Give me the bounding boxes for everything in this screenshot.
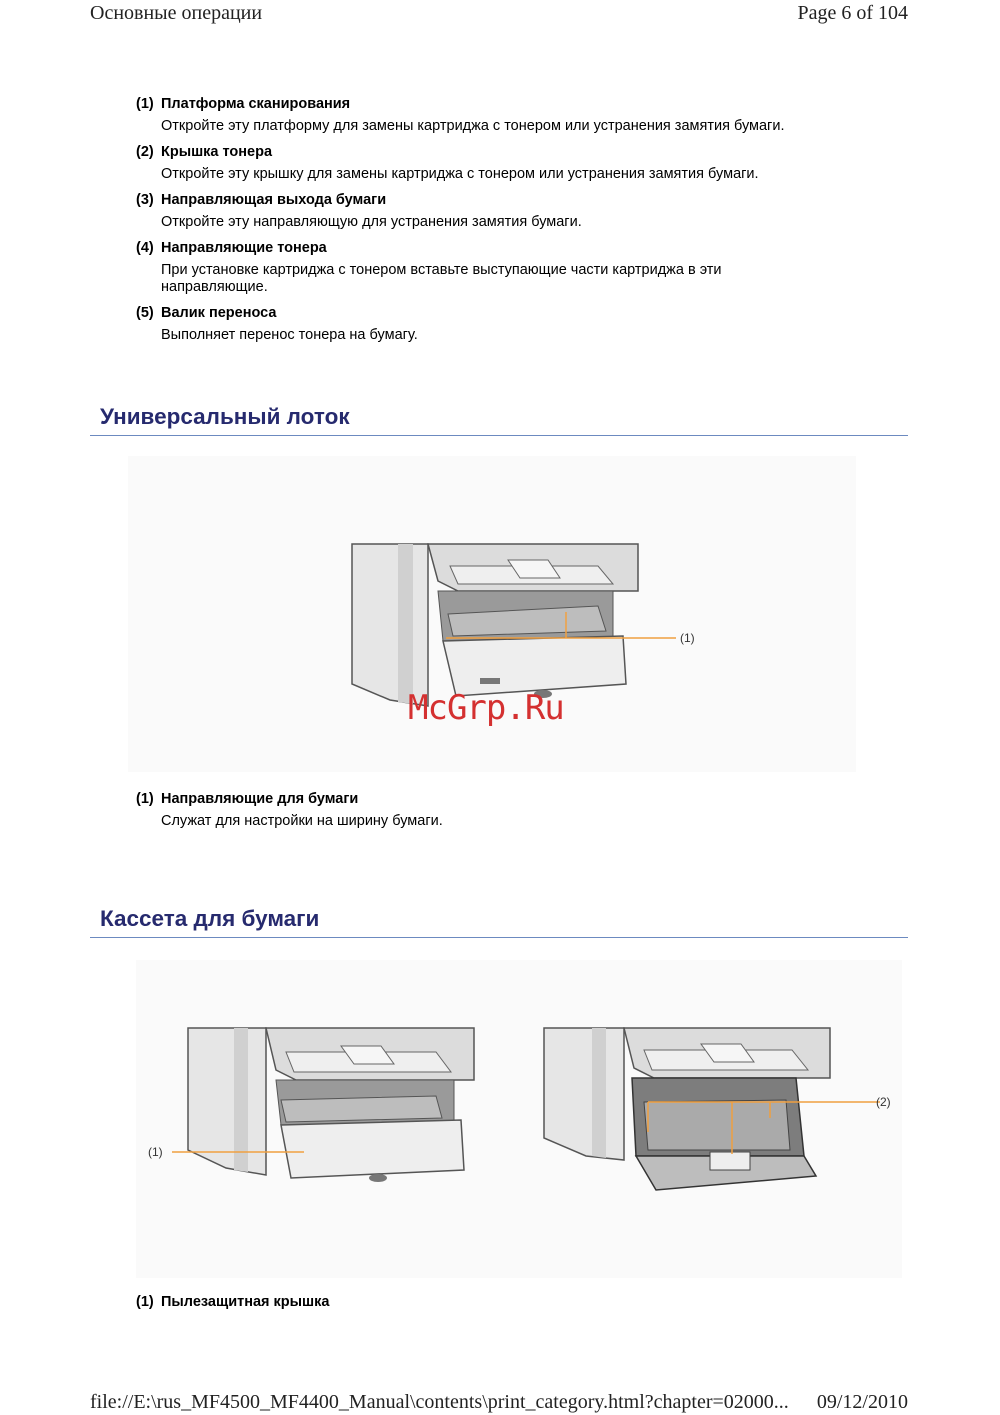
item-description: Откройте эту крышку для замены картриджа с тонером или устранения замятия бумаги. <box>161 166 759 182</box>
cassette-figure <box>136 960 902 1278</box>
item-description: Откройте эту платформу для замены картриджа с тонером или устранения замятия бумаги. <box>161 118 785 134</box>
item-term: Платформа сканирования <box>161 96 351 112</box>
item-term: Направляющие для бумаги <box>161 791 359 807</box>
item-number: (5) <box>136 305 154 321</box>
list-item <box>136 96 876 135</box>
item-number: (1) <box>136 791 154 807</box>
item-number: (1) <box>136 96 154 112</box>
watermark: McGrp.Ru <box>408 688 564 728</box>
page-footer-date: 09/12/2010 <box>816 1391 908 1413</box>
callout-label: (1) <box>148 1145 163 1159</box>
printer-open-illustration <box>544 1028 891 1190</box>
cassette-illustrations <box>136 960 902 1278</box>
printer-closed-illustration <box>148 1028 474 1182</box>
list-item <box>136 1294 876 1311</box>
list-item <box>136 240 876 296</box>
item-term: Валик переноса <box>161 305 277 321</box>
item-description: Служат для настройки на ширину бумаги. <box>161 813 443 829</box>
list-item <box>136 192 876 231</box>
scanner-parts-list <box>136 96 876 353</box>
list-item <box>136 144 876 183</box>
item-number: (1) <box>136 1294 154 1310</box>
item-number: (4) <box>136 240 154 256</box>
list-item <box>136 305 876 344</box>
item-term: Крышка тонера <box>161 144 273 160</box>
item-number: (2) <box>136 144 154 160</box>
cassette-parts-list <box>136 1294 876 1320</box>
item-term: Направляющая выхода бумаги <box>161 192 387 208</box>
mp-tray-parts-list <box>136 791 876 839</box>
callout-label: (2) <box>876 1095 891 1109</box>
page-header-title: Основные операции <box>90 2 263 24</box>
page-number: Page 6 of 104 <box>797 2 908 24</box>
item-description: Откройте эту направляющую для устранения замятия бумаги. <box>161 214 582 230</box>
section-title-cassette: Кассета для бумаги <box>90 906 908 938</box>
page-footer-url: file://E:\rus_MF4500_MF4400_Manual\contents\print_category.html?chapter=02000... <box>90 1391 789 1413</box>
callout-label: (1) <box>680 631 695 645</box>
list-item <box>136 791 876 830</box>
item-description: Выполняет перенос тонера на бумагу. <box>161 327 418 343</box>
item-description: При установке картриджа с тонером вставьте выступающие части картриджа в эти направляющие. <box>161 262 722 295</box>
section-title-mp-tray: Универсальный лоток <box>90 404 908 436</box>
item-term: Направляющие тонера <box>161 240 327 256</box>
item-term: Пылезащитная крышка <box>161 1294 330 1310</box>
item-number: (3) <box>136 192 154 208</box>
